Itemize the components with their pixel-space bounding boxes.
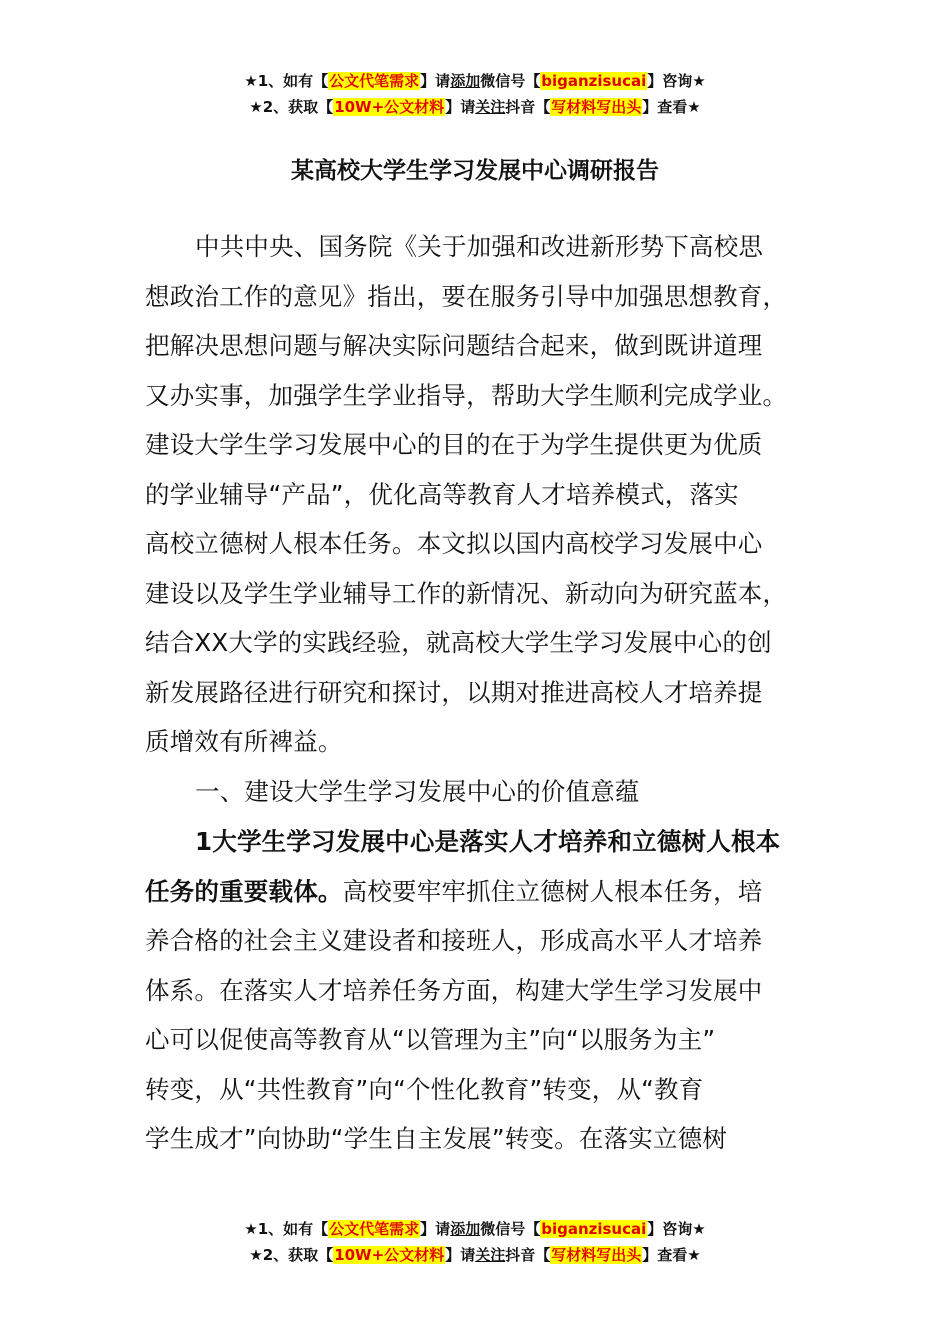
promo-text: 抖音【 xyxy=(505,98,551,116)
header-promo-banner xyxy=(0,68,950,120)
promo-text: 微信号【 xyxy=(480,72,541,90)
paragraph-line: 结合XX大学的实践经验，就高校大学生学习发展中心的创 xyxy=(145,628,772,657)
promo-text: 】咨询★ xyxy=(647,1220,706,1238)
promo-highlight: 10W+公文材料 xyxy=(334,98,445,116)
paragraph-line: 想政治工作的意见》指出，要在服务引导中加强思想教育， xyxy=(145,281,788,311)
paragraph-line: 养合格的社会主义建设者和接班人，形成高水平人才培养 xyxy=(145,926,763,955)
promo-text: 】请 xyxy=(420,72,451,90)
promo-highlight: 10W+公文材料 xyxy=(334,1246,445,1264)
promo-underlined-text: 添加 xyxy=(450,1220,481,1238)
paragraph-section-1 xyxy=(145,817,810,1164)
section-heading-text: 一、建设大学生学习发展中心的价值意蕴 xyxy=(195,777,640,806)
paragraph-line: 把解决思想问题与解决实际问题结合起来，做到既讲道理 xyxy=(145,331,763,360)
paragraph-line: 学生成才”向协助“学生自主发展”转变。在落实立德树 xyxy=(145,1124,728,1153)
paragraph-line: 质增效有所裨益。 xyxy=(145,727,343,756)
promo-text: ★2、获取【 xyxy=(249,1246,334,1264)
promo-line-1 xyxy=(0,1216,950,1242)
promo-douyin-id: 写材料写出头 xyxy=(551,98,642,116)
promo-line-1 xyxy=(0,68,950,94)
promo-text: 】咨询★ xyxy=(647,72,706,90)
paragraph-line: 建设大学生学习发展中心的目的在于为学生提供更为优质 xyxy=(145,430,763,459)
promo-text: 】请 xyxy=(445,1246,476,1264)
promo-line-2 xyxy=(0,1242,950,1268)
promo-douyin-id: 写材料写出头 xyxy=(551,1246,642,1264)
promo-highlight: 公文代笔需求 xyxy=(329,1220,420,1238)
paragraph-text: 高校要牢牢抓住立德树人根本任务，培 xyxy=(342,876,763,906)
promo-text: 】查看★ xyxy=(642,1246,701,1264)
subheading-bold-text: 任务的重要载体。 xyxy=(145,876,343,906)
subheading-bold-line: 1大学生学习发展中心是落实人才培养和立德树人根本 xyxy=(195,827,781,856)
paragraph-line: 中共中央、国务院《关于加强和改进新形势下高校思 xyxy=(195,232,764,261)
footer-promo-banner xyxy=(0,1216,950,1268)
promo-wechat-id: biganzisucai xyxy=(541,72,647,90)
paragraph-line: 新发展路径进行研究和探讨，以期对推进高校人才培养提 xyxy=(145,677,763,707)
promo-text: 】请 xyxy=(445,98,476,116)
paragraph-line: 转变，从“共性教育”向“个性化教育”转变，从“教育 xyxy=(145,1074,704,1104)
promo-wechat-id: biganzisucai xyxy=(541,1220,647,1238)
promo-text: 】请 xyxy=(420,1220,451,1238)
promo-text: 微信号【 xyxy=(480,1220,541,1238)
promo-text: 抖音【 xyxy=(505,1246,551,1264)
promo-line-2 xyxy=(0,94,950,120)
paragraph-line: 体系。在落实人才培养任务方面，构建大学生学习发展中 xyxy=(145,975,763,1005)
paragraph-line: 高校立德树人根本任务。本文拟以国内高校学习发展中心 xyxy=(145,529,763,558)
paragraph-line: 建设以及学生学业辅导工作的新情况、新动向为研究蓝本， xyxy=(145,578,788,608)
promo-highlight: 公文代笔需求 xyxy=(329,72,420,90)
paragraph-line: 又办实事，加强学生学业指导，帮助大学生顺利完成学业。 xyxy=(145,380,788,410)
paragraph-intro xyxy=(145,222,810,767)
document-title: 某高校大学生学习发展中心调研报告 xyxy=(291,158,659,184)
promo-text: 】查看★ xyxy=(642,98,701,116)
section-heading xyxy=(145,767,810,817)
paragraph-line: 的学业辅导“产品”，优化高等教育人才培养模式，落实 xyxy=(145,479,739,509)
promo-underlined-text: 关注 xyxy=(475,1246,506,1264)
paragraph-line: 心可以促使高等教育从“以管理为主”向“以服务为主” xyxy=(145,1025,716,1054)
promo-underlined-text: 添加 xyxy=(450,72,481,90)
promo-text: ★2、获取【 xyxy=(249,98,334,116)
paragraph-line xyxy=(145,867,810,917)
promo-text: ★1、如有【 xyxy=(244,1220,329,1238)
promo-text: ★1、如有【 xyxy=(244,72,329,90)
promo-underlined-text: 关注 xyxy=(475,98,506,116)
